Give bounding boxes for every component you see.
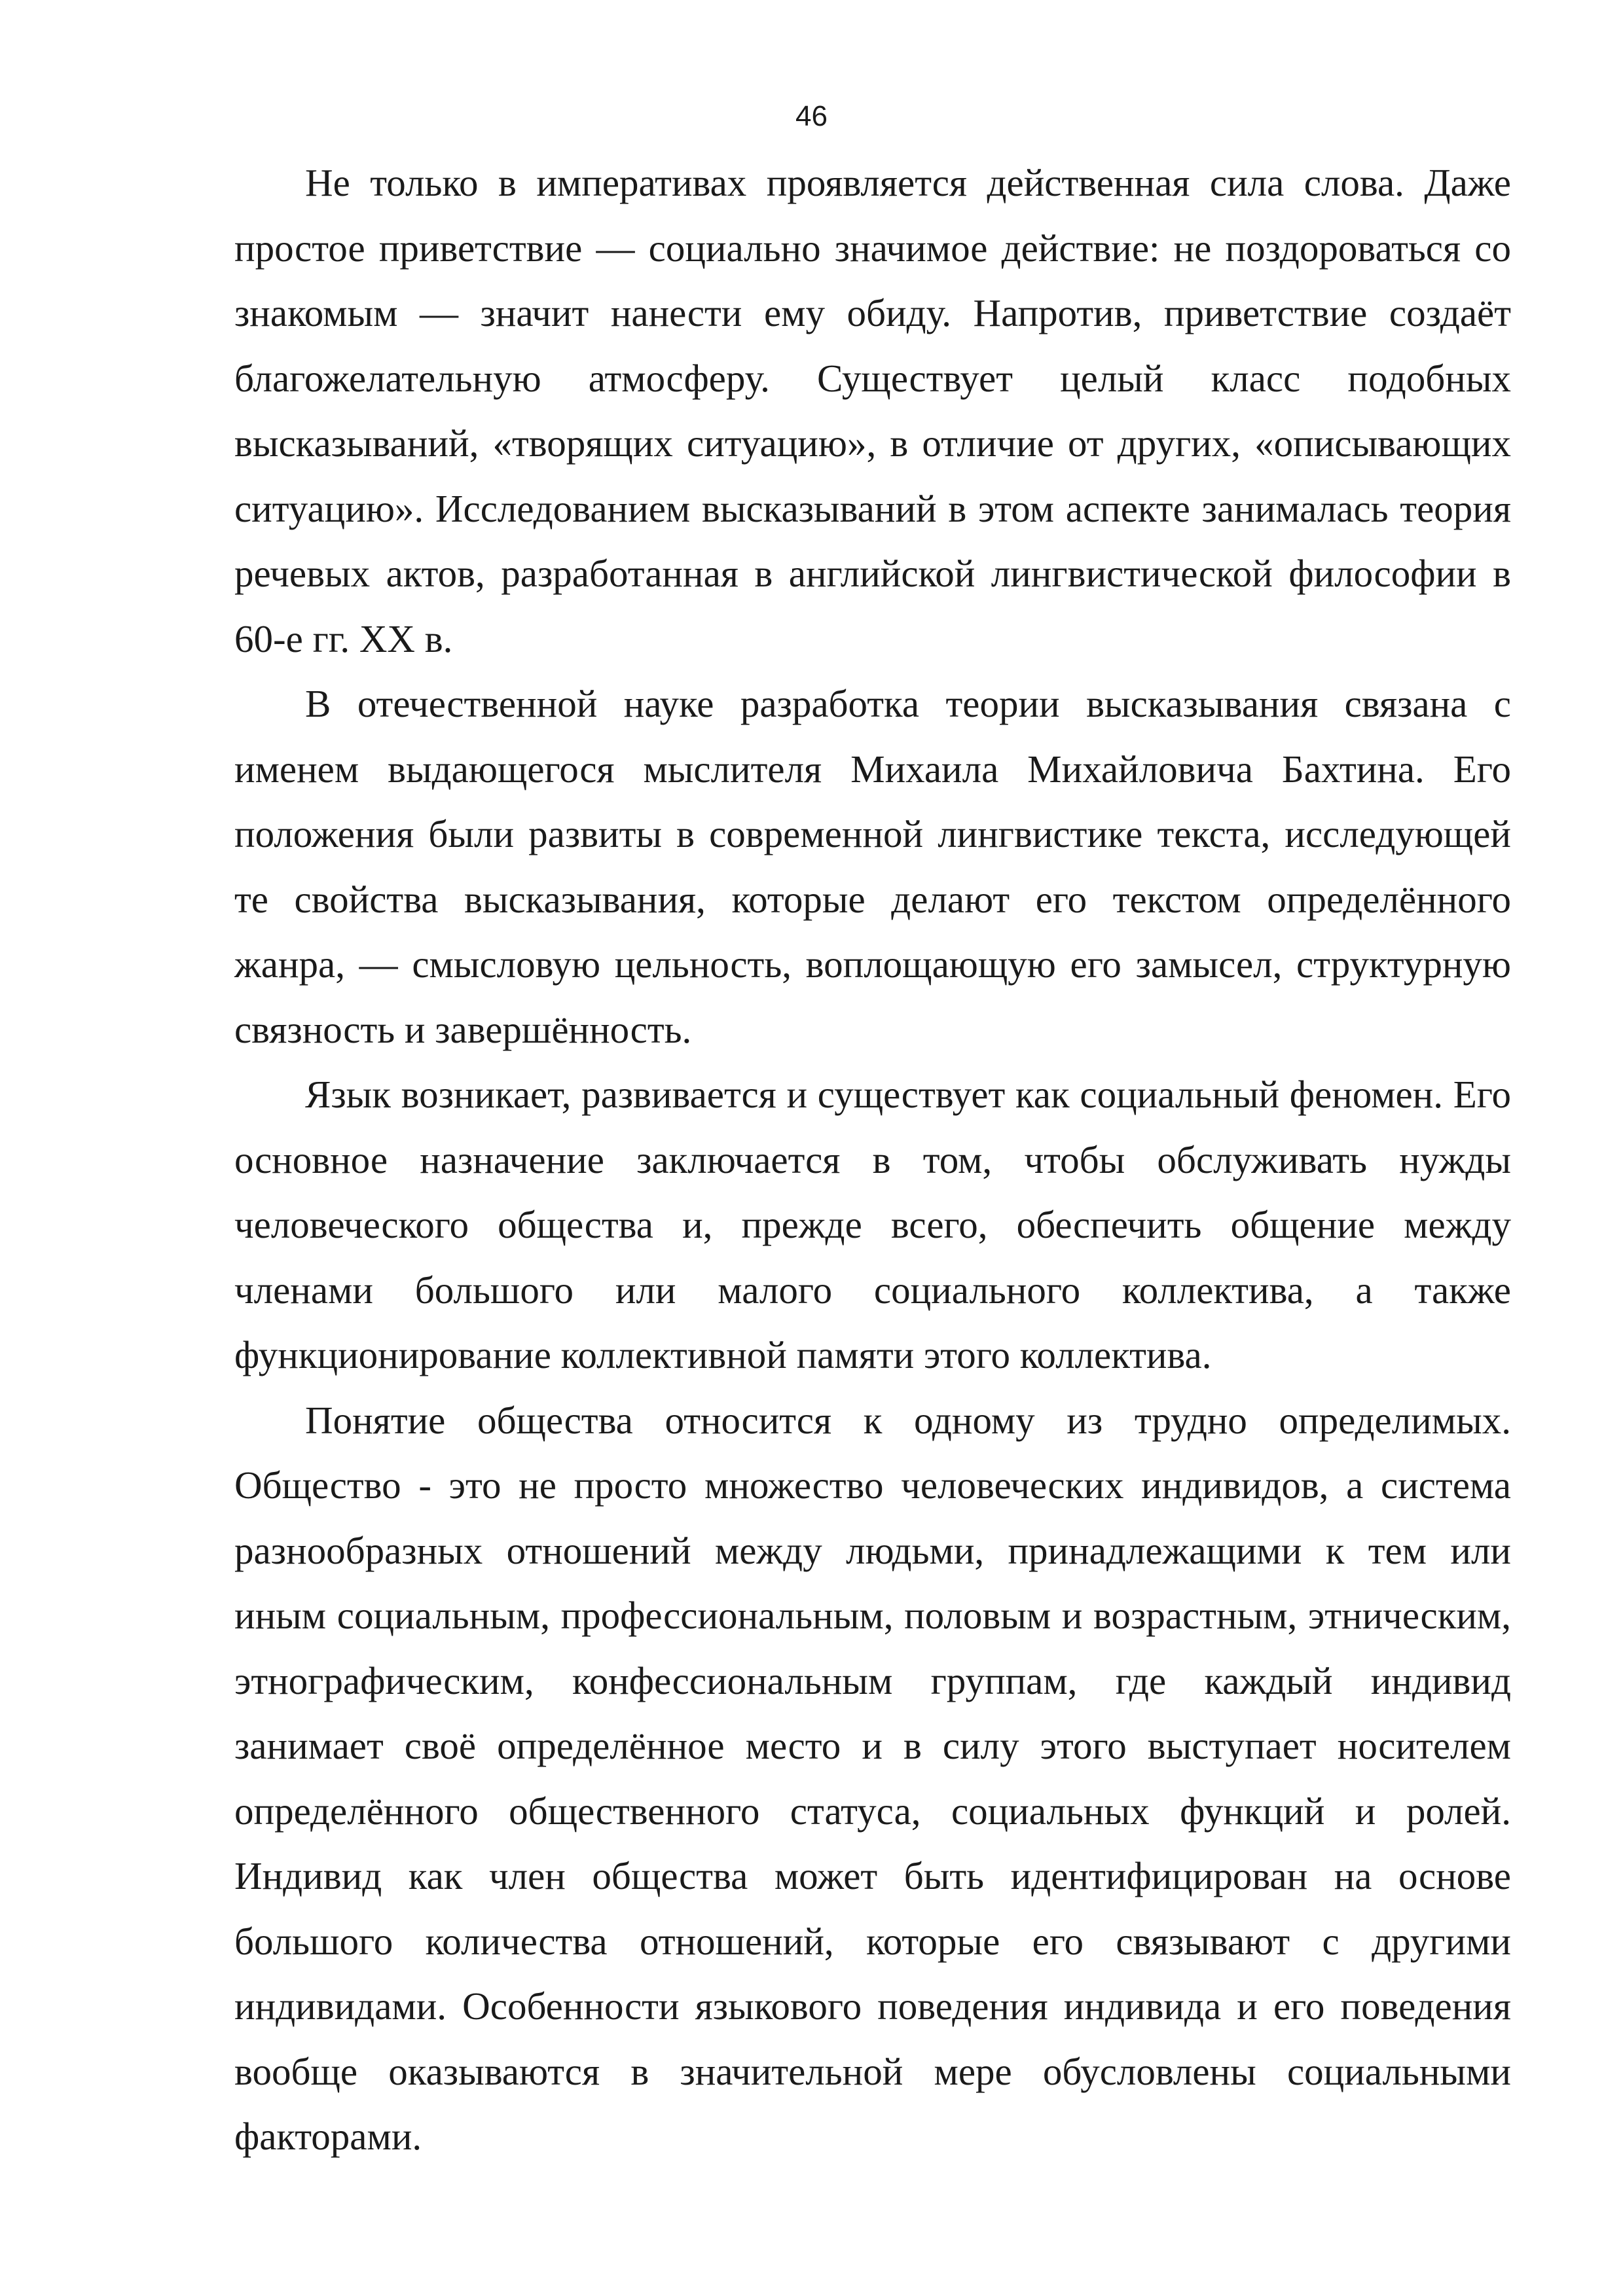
paragraph-society-concept: Понятие общества относится к одному из трудно определимых. Общество - это не просто множество человеческих индивидов, а система разнообразных отношений между людьми, принадлежащими к тем или иным социальным, профессиональным, половым и возрастным, этническим, этнографическим, конфессиональным группам, где каждый индивид занимает своё определённое место и в силу этого выступает носителем определённого общественного статуса, социальных функций и ролей. Индивид как член общества может быть идентифицирован на основе большого количества отношений, которые его связывают с другими индивидами. Особенности языкового поведения индивида и его поведения вообще оказываются в значительной мере обусловлены социальными факторами.	[234, 1398, 1511, 2158]
page-number: 46	[795, 100, 828, 132]
paragraph-bakhtin: В отечественной науке разработка теории высказывания связана с именем выдающегося мыслителя Михаила Михайловича Бахтина. Его положения были развиты в современной лингвистике текста, исследующей те свойства высказывания, которые делают его текстом определённого жанра, — смысловую цельность, воплощающую его замысел, структурную связность и завершённость.	[234, 682, 1511, 1051]
paragraph-language-social: Язык возникает, развивается и существует как социальный феномен. Его основное назначение заключается в том, чтобы обслуживать нужды человеческого общества и, прежде всего, обеспечить общение между членами большого или малого социального коллектива, а также функционирование коллективной памяти этого коллектива.	[234, 1073, 1511, 1376]
paragraph-speech-acts: Не только в императивах проявляется действенная сила слова. Даже простое приветствие — социально значимое действие: не поздороваться со знакомым — значит нанести ему обиду. Напротив, приветствие создаёт благожелательную атмосферу. Существует целый класс подобных высказываний, «творящих ситуацию», в отличие от других, «описывающих ситуацию». Исследованием высказываний в этом аспекте занималась теория речевых актов, разработанная в английской лингвистической философии в 60-е гг. XX в.	[234, 161, 1511, 660]
document-body	[234, 151, 1511, 2170]
